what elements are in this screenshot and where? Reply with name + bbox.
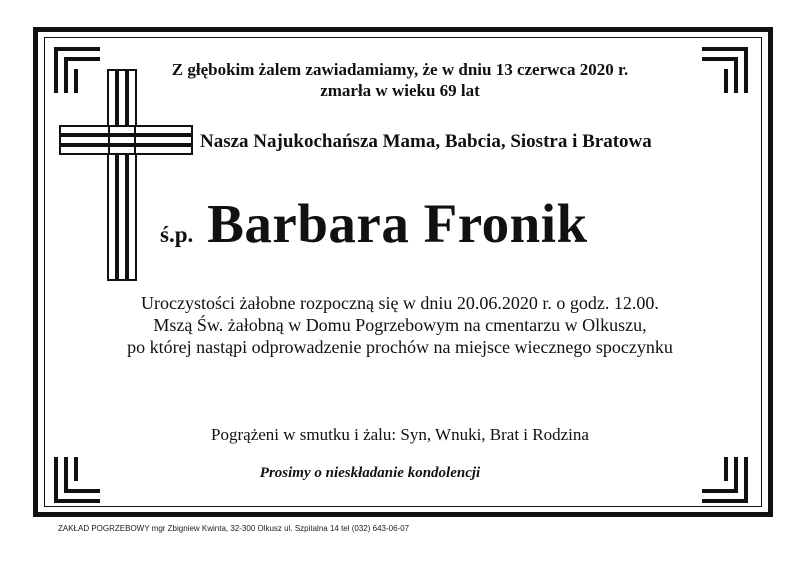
name-prefix: ś.p. <box>160 222 194 247</box>
funeral-home-footer: ZAKŁAD POGRZEBOWY mgr Zbigniew Kwinta, 32-300 Olkusz ul. Szpitalna 14 tel (032) 643-06-07 <box>58 524 410 533</box>
ceremony-line-2: Mszą Św. żałobną w Domu Pogrzebowym na cmentarzu w Olkuszu, <box>153 315 647 335</box>
announcement-line-2: zmarła w wieku 69 lat <box>320 81 480 100</box>
deceased-name: Barbara Fronik <box>207 193 588 254</box>
deceased-name-row <box>160 192 588 255</box>
relation-line: Nasza Najukochańsza Mama, Babcia, Siostra i Bratowa <box>200 131 652 152</box>
ceremony-line-1: Uroczystości żałobne rozpoczną się w dniu 20.06.2020 r. o godz. 12.00. <box>141 293 659 313</box>
announcement-line-1: Z głębokim żalem zawiadamiamy, że w dniu 13 czerwca 2020 r. <box>171 60 629 79</box>
mourners-line: Pogrążeni w smutku i żalu: Syn, Wnuki, Brat i Rodzina <box>211 425 589 444</box>
condolence-request: Prosimy o nieskładanie kondolencji <box>259 465 481 481</box>
ceremony-info <box>0 292 800 358</box>
ceremony-line-3: po której nastąpi odprowadzenie prochów na miejsce wiecznego spoczynku <box>127 337 673 357</box>
